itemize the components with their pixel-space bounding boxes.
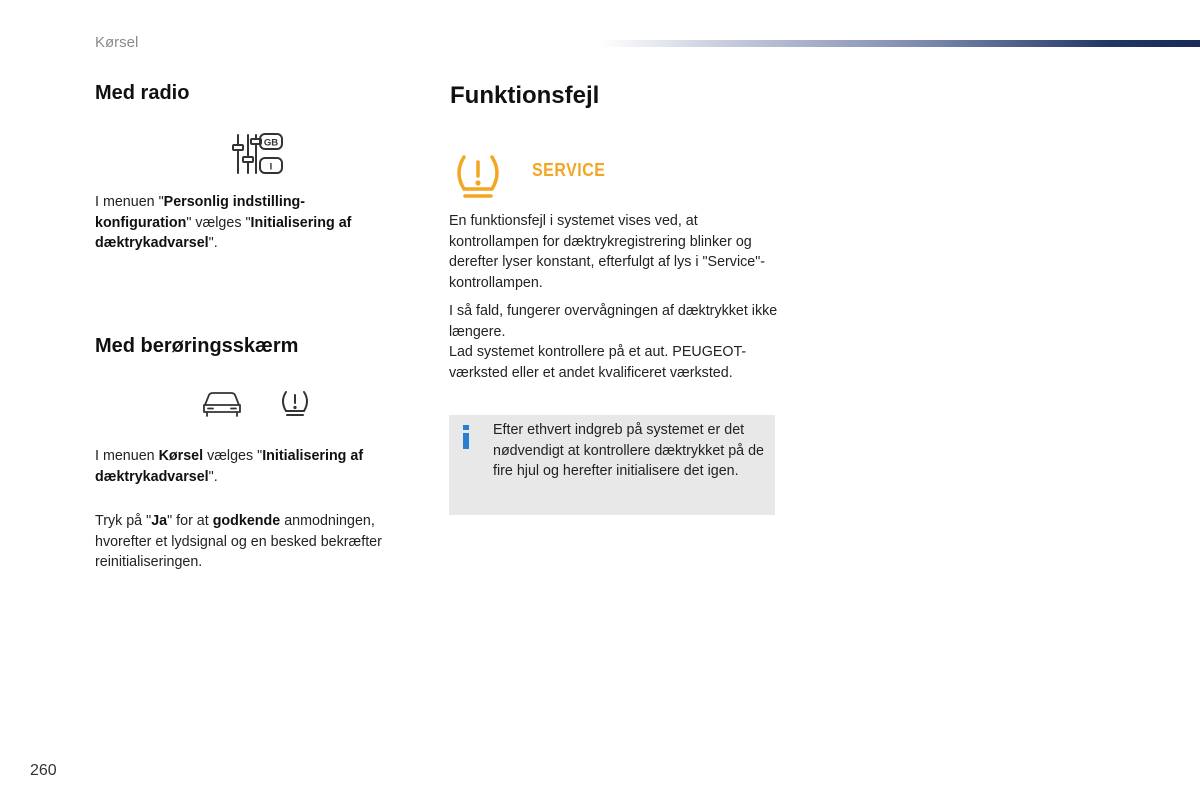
info-icon — [459, 425, 473, 449]
touch-instruction: I menuen Kørsel vælges "Initialisering af dæktrykadvarsel". — [95, 448, 364, 485]
header-bar — [600, 40, 1200, 47]
radio-badge-bottom: I — [269, 161, 273, 173]
radio-settings-icon — [229, 131, 287, 177]
tyre-pressure-icon — [279, 388, 311, 418]
touch-confirm-instruction: Tryk på "Ja" for at godkende anmodningen, hvorefter et lydsignal og en besked bekræfter reinitialiseringen. — [95, 513, 382, 570]
fault-consequence: I så fald, fungerer overvågningen af dæktrykket ikke længere. — [449, 303, 778, 340]
heading-funktionsfejl: Funktionsfejl — [450, 82, 600, 109]
info-text: Efter ethvert indgreb på systemet er det nødvendigt at kontrollere dæktrykket på de fire hjul og herefter initialisere det igen. — [493, 422, 764, 479]
radio-instruction: I menuen "Personlig indstilling-konfiguration" vælges "Initialisering af dæktrykadvarsel". — [95, 194, 352, 251]
fault-description: En funktionsfejl i systemet vises ved, at kontrollampen for dæktrykregistrering blinker og derefter lyser konstant, efterfulgt af lys i "Service"-kontrollampen. — [449, 213, 766, 291]
heading-med-radio: Med radio — [95, 82, 190, 104]
service-label: SERVICE — [532, 161, 606, 181]
radio-badge-top: GB — [263, 137, 279, 149]
fault-action: Lad systemet kontrollere på et aut. PEUGEOT-værksted eller et andet kvalificeret værksted. — [449, 344, 747, 381]
section-label: Kørsel — [95, 34, 139, 51]
info-box — [449, 415, 775, 515]
heading-med-beroringsskaerm: Med berøringsskærm — [95, 335, 299, 357]
tyre-pressure-warning-icon — [452, 152, 504, 200]
page-number: 260 — [30, 762, 57, 779]
car-icon — [202, 390, 242, 418]
